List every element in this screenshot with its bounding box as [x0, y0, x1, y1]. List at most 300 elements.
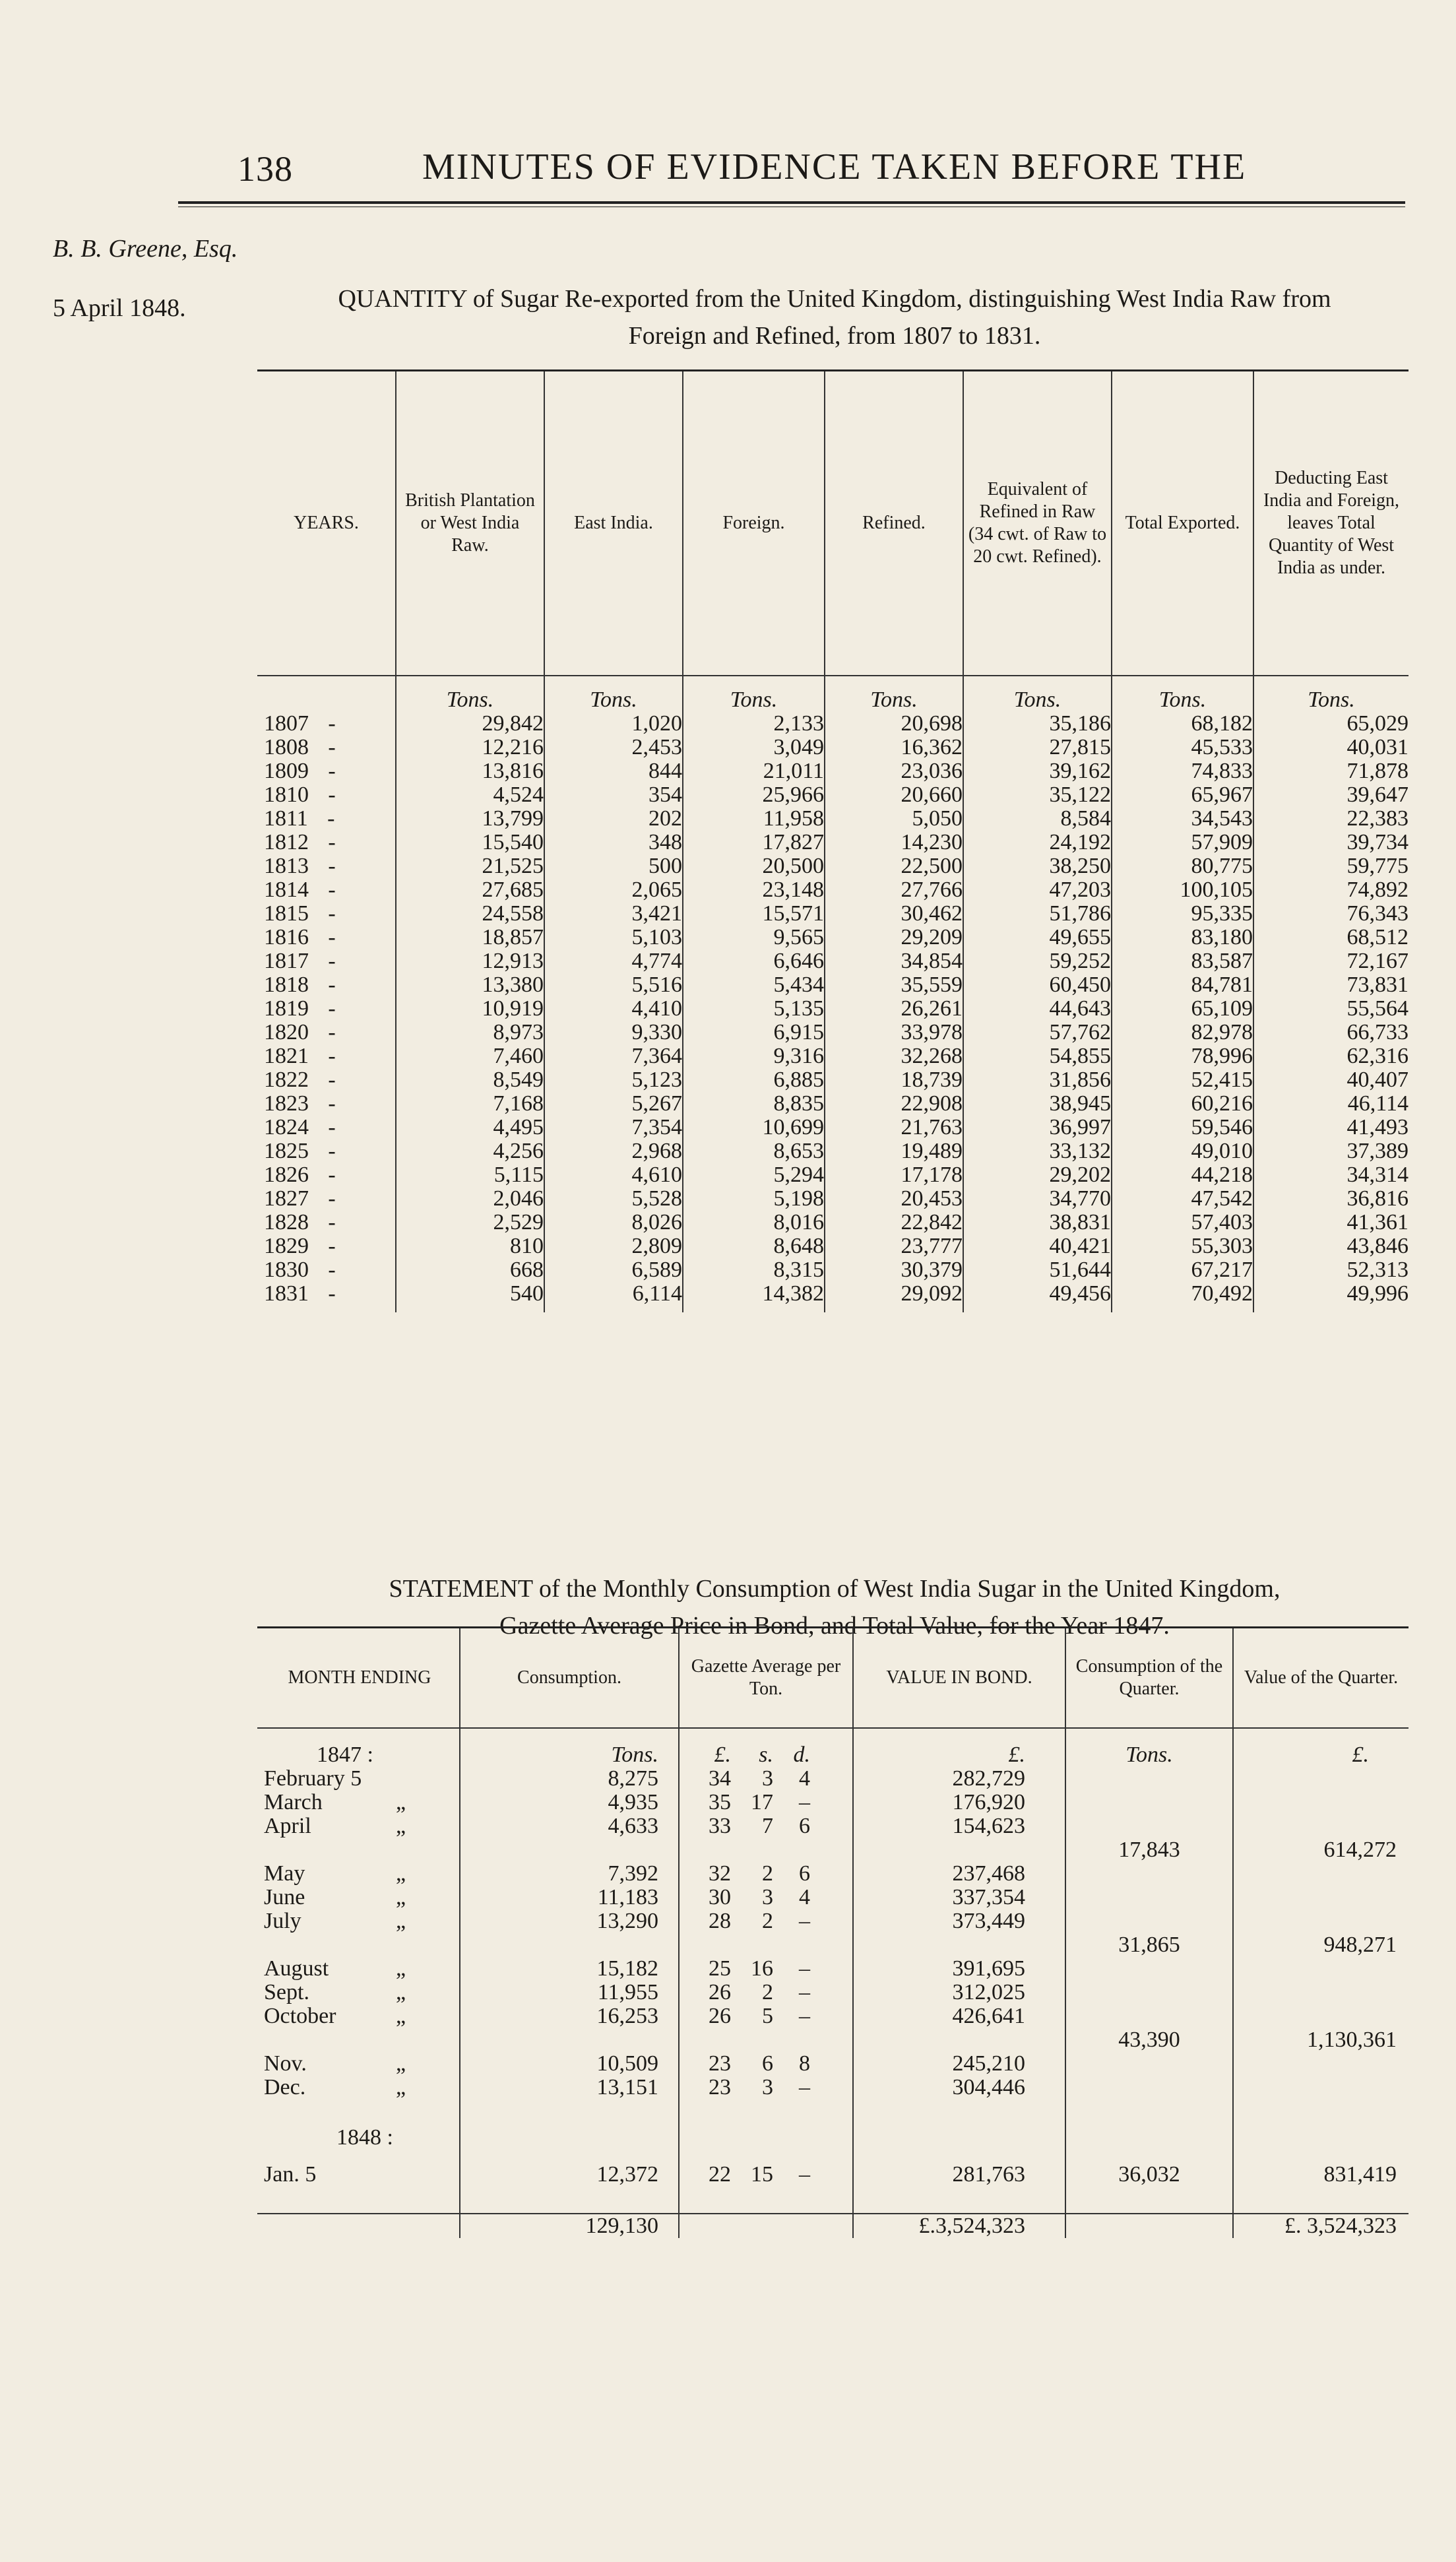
table2-value-quarter-cell [1233, 1981, 1409, 2004]
table1-value-cell: 4,524 [396, 783, 544, 807]
consumption-value: 13,290 [596, 1909, 658, 1933]
table1-value-cell: 36,816 [1253, 1187, 1409, 1211]
table1-year: 1826 [264, 1163, 309, 1187]
table1-value-cell: 5,528 [544, 1187, 683, 1211]
table1-value-cell: 39,734 [1253, 831, 1409, 854]
table1-value-cell: 5,294 [683, 1163, 825, 1187]
table2-gazette-cell [679, 2004, 853, 2028]
table1-value-cell: 18,739 [825, 1068, 963, 1092]
value-in-bond: 373,449 [952, 1909, 1025, 1933]
table2-consumption-cell [460, 2187, 679, 2214]
table1-value-cell: 84,781 [1112, 973, 1253, 997]
table1-value-cell: 95,335 [1112, 902, 1253, 926]
ditto-dash: - [328, 735, 336, 759]
table1-value-cell: 6,646 [683, 949, 825, 973]
pounds: 28 [709, 1909, 731, 1933]
value-in-bond: 304,446 [952, 2075, 1025, 2099]
table2-month-row [257, 1981, 1409, 2004]
table2-consumption-cell [460, 1767, 679, 1791]
table1-year: 1818 [264, 973, 309, 997]
witness-name: B. B. Greene, Esq. [53, 235, 238, 263]
ditto-dash: - [328, 996, 336, 1021]
table1-value-cell: 5,198 [683, 1187, 825, 1211]
table1-value-cell: 33,978 [825, 1021, 963, 1044]
table1-year: 1807 [264, 711, 309, 736]
table2-gazette-cell [679, 2052, 853, 2076]
table2-cons-quarter-cell [1065, 2052, 1233, 2076]
table2-value-quarter-cell [1233, 1957, 1409, 1981]
table2-month-row [257, 1814, 1409, 1838]
table1-value-cell: 23,036 [825, 759, 963, 783]
table2-value-cell [853, 2028, 1065, 2052]
ditto-dash: - [328, 901, 336, 926]
table1-value-cell: 44,218 [1112, 1163, 1253, 1187]
ditto-dash: - [328, 711, 336, 736]
table1-value-cell: 8,835 [683, 1092, 825, 1116]
table1-value-cell: 78,996 [1112, 1044, 1253, 1068]
ditto-dash: - [328, 1068, 336, 1092]
table2-month-cell [257, 2214, 460, 2238]
table1-year-cell [257, 878, 396, 902]
table2-quarter-row [257, 2028, 1409, 2052]
table2-month-cell [257, 1862, 460, 1886]
table1-value-cell: 4,610 [544, 1163, 683, 1187]
table2-month-row [257, 2004, 1409, 2028]
table1-year: 1816 [264, 925, 309, 949]
pounds: 33 [709, 1814, 731, 1838]
table1-value-cell: 16,362 [825, 736, 963, 759]
table2-cons-quarter-cell [1065, 2099, 1233, 2126]
table1-value-cell: 49,456 [963, 1282, 1112, 1312]
table1-year-cell [257, 854, 396, 878]
table1-header-east-india: East India. [544, 371, 683, 676]
table1-value-cell: 5,516 [544, 973, 683, 997]
table1-value-cell: 34,770 [963, 1187, 1112, 1211]
table1-value-cell: 60,216 [1112, 1092, 1253, 1116]
table1-row [257, 1163, 1409, 1187]
month-label: Nov. [264, 2051, 307, 2076]
table1-unit: Tons. [396, 676, 544, 712]
table1-value-cell: 7,460 [396, 1044, 544, 1068]
table2-value-cell [853, 1862, 1065, 1886]
table1-value-cell: 45,533 [1112, 736, 1253, 759]
pounds: 25 [709, 1956, 731, 1981]
table1-year: 1817 [264, 949, 309, 973]
table1-value-cell: 80,775 [1112, 854, 1253, 878]
table1-year-cell [257, 1282, 396, 1312]
table1-value-cell: 38,831 [963, 1211, 1112, 1234]
table2-consumption-cell [460, 2126, 679, 2150]
table1-year: 1809 [264, 759, 309, 783]
table2-month-row [257, 1909, 1409, 1933]
table2-spacer [257, 2099, 1409, 2126]
value-in-bond: 245,210 [952, 2051, 1025, 2076]
year-1847: 1847 : [317, 1743, 373, 1767]
table1-value-cell: 20,500 [683, 854, 825, 878]
table1-value-cell: 68,512 [1253, 926, 1409, 949]
table1-value-cell: 100,105 [1112, 878, 1253, 902]
table1-value-cell: 47,542 [1112, 1187, 1253, 1211]
table1-value-cell: 15,540 [396, 831, 544, 854]
table1-value-cell: 52,415 [1112, 1068, 1253, 1092]
table1-row [257, 807, 1409, 831]
table2-month-cell [257, 1933, 460, 1957]
pence: – [799, 1956, 810, 1981]
pounds: 30 [709, 1885, 731, 1909]
month-label: June [264, 1885, 305, 1909]
table2-gazette-cell [679, 2099, 853, 2126]
table1-row [257, 736, 1409, 759]
table1-value-cell: 24,192 [963, 831, 1112, 854]
table1-value-cell: 8,653 [683, 1139, 825, 1163]
table1-value-cell: 73,831 [1253, 973, 1409, 997]
table1-value-cell: 31,856 [963, 1068, 1112, 1092]
ditto-dash: - [328, 1210, 336, 1234]
table1-unit: Tons. [1253, 676, 1409, 712]
value-in-bond: 281,763 [952, 2162, 1025, 2187]
table1-value-cell: 10,699 [683, 1116, 825, 1139]
pence: 8 [799, 2051, 810, 2076]
table2-value-cell [853, 1791, 1065, 1814]
table1-value-cell: 19,489 [825, 1139, 963, 1163]
ditto-dash: - [328, 878, 336, 902]
pounds: 34 [709, 1766, 731, 1791]
table2-header-consumption: Consumption. [460, 1628, 679, 1729]
month-label: Jan. 5 [264, 2162, 317, 2187]
table1-header-row [257, 371, 1409, 676]
ditto-mark: „ [396, 2051, 406, 2076]
table2-value-quarter-cell [1233, 1886, 1409, 1909]
table1-value-cell: 40,031 [1253, 736, 1409, 759]
table2-gazette-cell [679, 2076, 853, 2099]
table1-value-cell: 1,020 [544, 712, 683, 736]
table2-gazette-cell [679, 1886, 853, 1909]
table1-value-cell: 30,379 [825, 1258, 963, 1282]
table1-year: 1819 [264, 996, 309, 1021]
table1-value-cell: 27,766 [825, 878, 963, 902]
ditto-dash: - [328, 1186, 336, 1211]
value-in-bond: 312,025 [952, 1980, 1025, 2004]
table1-unit: Tons. [825, 676, 963, 712]
table1-value-cell: 12,216 [396, 736, 544, 759]
ditto-dash: - [328, 949, 336, 973]
table1-year: 1827 [264, 1186, 309, 1211]
table1-value-cell: 2,046 [396, 1187, 544, 1211]
table2-consumption-cell [460, 1728, 679, 1767]
table1-value-cell: 8,026 [544, 1211, 683, 1234]
shillings: 3 [762, 2075, 773, 2099]
table1-year-cell [257, 1092, 396, 1116]
table1-value-cell: 29,202 [963, 1163, 1112, 1187]
table2-value-cell [853, 2150, 1065, 2187]
table1-value-cell: 844 [544, 759, 683, 783]
table2-value-quarter-cell [1233, 1728, 1409, 1767]
table2-value-quarter-cell [1233, 2187, 1409, 2214]
table2-consumption-cell [460, 1909, 679, 1933]
table1-row [257, 1211, 1409, 1234]
table1-value-cell: 9,316 [683, 1044, 825, 1068]
consumption-value: 7,392 [608, 1861, 658, 1886]
table1-value-cell: 51,786 [963, 902, 1112, 926]
table2-value-quarter-cell [1233, 2150, 1409, 2187]
table1-value-cell: 2,453 [544, 736, 683, 759]
table2-value-cell [853, 2052, 1065, 2076]
table1-value-cell: 35,559 [825, 973, 963, 997]
value-in-bond: 426,641 [952, 2004, 1025, 2028]
table1-value-cell: 44,643 [963, 997, 1112, 1021]
table2-value-quarter-cell [1233, 1838, 1409, 1862]
pounds: 32 [709, 1861, 731, 1886]
shillings: 17 [751, 1790, 773, 1814]
ditto-dash: - [328, 1044, 336, 1068]
ditto-dash: - [328, 1281, 336, 1306]
table1-row [257, 759, 1409, 783]
table1-value-cell: 34,543 [1112, 807, 1253, 831]
table1-row [257, 1116, 1409, 1139]
table2-quarter-row [257, 1838, 1409, 1862]
table1-value-cell: 54,855 [963, 1044, 1112, 1068]
table2-quarter-row [257, 1933, 1409, 1957]
year-1848: 1848 : [336, 2125, 393, 2150]
shillings: 2 [762, 1909, 773, 1933]
table1-value-cell: 57,403 [1112, 1211, 1253, 1234]
table1-value-cell: 38,945 [963, 1092, 1112, 1116]
month-label: March [264, 1790, 323, 1814]
table1-header-west-india: British Plantation or West India Raw. [396, 371, 544, 676]
consumption-value: 4,935 [608, 1790, 658, 1814]
table2-value-quarter-cell [1233, 1767, 1409, 1791]
ditto-dash: - [328, 1139, 336, 1163]
table2-month-row [257, 2052, 1409, 2076]
table2-month-cell [257, 2004, 460, 2028]
table2-gazette-cell [679, 2187, 853, 2214]
unit-tons: Tons. [1125, 1743, 1173, 1767]
table1-value-cell: 57,762 [963, 1021, 1112, 1044]
ditto-mark: „ [396, 2075, 406, 2099]
table1-unit: Tons. [683, 676, 825, 712]
table1-value-cell: 4,774 [544, 949, 683, 973]
table1-value-cell: 5,115 [396, 1163, 544, 1187]
shillings: s. [759, 1743, 773, 1767]
table1-value-cell: 13,816 [396, 759, 544, 783]
table2-gazette-cell [679, 1909, 853, 1933]
table1-value-cell: 25,966 [683, 783, 825, 807]
value-in-bond: 282,729 [952, 1766, 1025, 1791]
pence: – [799, 2004, 810, 2028]
table1-row [257, 854, 1409, 878]
table1-value-cell: 668 [396, 1258, 544, 1282]
table1-value-cell: 810 [396, 1234, 544, 1258]
table1-value-cell: 46,114 [1253, 1092, 1409, 1116]
table1-value-cell: 34,314 [1253, 1163, 1409, 1187]
shillings: 6 [762, 2051, 773, 2076]
table1-year-cell [257, 1211, 396, 1234]
pence: 4 [799, 1766, 810, 1791]
pounds: 26 [709, 1980, 731, 2004]
table1-value-cell: 59,775 [1253, 854, 1409, 878]
table2-gazette-cell [679, 2150, 853, 2187]
table1-row [257, 1139, 1409, 1163]
table1-year: 1811 [264, 806, 308, 831]
table1-header-equivalent: Equivalent of Refined in Raw (34 cwt. of Raw to 20 cwt. Refined). [963, 371, 1112, 676]
table1-value-cell: 38,250 [963, 854, 1112, 878]
table1-value-cell: 59,252 [963, 949, 1112, 973]
table1-year-cell [257, 807, 396, 831]
table2-consumption-cell [460, 2099, 679, 2126]
table2-gazette-cell [679, 2028, 853, 2052]
table2-consumption-cell [460, 2052, 679, 2076]
ditto-mark: „ [396, 1861, 406, 1886]
month-label: August [264, 1956, 329, 1981]
table1-row [257, 1258, 1409, 1282]
table1-year-cell [257, 902, 396, 926]
table2-cons-quarter-cell [1065, 2126, 1233, 2150]
table1-value-cell: 14,230 [825, 831, 963, 854]
table2-total-row [257, 2214, 1409, 2238]
table1-year-cell [257, 1139, 396, 1163]
table1-year-cell [257, 1258, 396, 1282]
table1-value-cell: 40,407 [1253, 1068, 1409, 1092]
table2-month-cell [257, 2052, 460, 2076]
table1-value-cell: 35,122 [963, 783, 1112, 807]
table1-value-cell: 21,763 [825, 1116, 963, 1139]
table1-caption-line2: Foreign and Refined, from 1807 to 1831. [628, 322, 1041, 350]
table2-month-cell [257, 2076, 460, 2099]
quarter-value: 948,271 [1323, 1933, 1397, 1957]
table1-value-cell: 26,261 [825, 997, 963, 1021]
table1-value-cell: 39,162 [963, 759, 1112, 783]
table1-value-cell: 70,492 [1112, 1282, 1253, 1312]
table1-year: 1822 [264, 1068, 309, 1092]
table1-year: 1829 [264, 1234, 309, 1258]
table1-value-cell: 74,892 [1253, 878, 1409, 902]
table2-value-cell [853, 2187, 1065, 2214]
table2-header-month: MONTH ENDING [257, 1628, 460, 1729]
table2-value-cell [853, 1981, 1065, 2004]
table1-value-cell: 15,571 [683, 902, 825, 926]
table1-value-cell: 67,217 [1112, 1258, 1253, 1282]
table1-value-cell: 21,011 [683, 759, 825, 783]
table1-header-foreign: Foreign. [683, 371, 825, 676]
table1-value-cell: 21,525 [396, 854, 544, 878]
table2-value-quarter-cell [1233, 2052, 1409, 2076]
table1-value-cell: 8,549 [396, 1068, 544, 1092]
table2-month-cell [257, 1838, 460, 1862]
ditto-dash: - [328, 830, 336, 854]
table2-gazette-cell [679, 1791, 853, 1814]
table1-value-cell: 23,148 [683, 878, 825, 902]
table1-year: 1814 [264, 878, 309, 902]
ditto-mark: „ [396, 1790, 406, 1814]
value-in-bond: 237,468 [952, 1861, 1025, 1886]
pence: – [799, 2075, 810, 2099]
month-label: May [264, 1861, 305, 1886]
table1-value-cell: 2,809 [544, 1234, 683, 1258]
table1-value-cell: 32,268 [825, 1044, 963, 1068]
table2-month-cell [257, 1791, 460, 1814]
table1-value-cell: 82,978 [1112, 1021, 1253, 1044]
table2-month-cell [257, 1814, 460, 1838]
table2-month-cell [257, 2150, 460, 2187]
table2-value-quarter-cell [1233, 2214, 1409, 2238]
shillings: 3 [762, 1885, 773, 1909]
table1-value-cell: 3,421 [544, 902, 683, 926]
table2-consumption-cell [460, 2004, 679, 2028]
table1-value-cell: 65,967 [1112, 783, 1253, 807]
table2-value-quarter-cell [1233, 1791, 1409, 1814]
table1-year: 1815 [264, 901, 309, 926]
quarter-consumption: 43,390 [1118, 2028, 1180, 2052]
table2-gazette-cell [679, 1814, 853, 1838]
table1-year-cell [257, 949, 396, 973]
table2-cons-quarter-cell [1065, 2076, 1233, 2099]
table1-value-cell: 7,354 [544, 1116, 683, 1139]
table2-value-cell [853, 1767, 1065, 1791]
consumption-value: 16,253 [596, 2004, 658, 2028]
table1-value-cell: 2,133 [683, 712, 825, 736]
table1-row [257, 1187, 1409, 1211]
table2-consumption-cell [460, 2150, 679, 2187]
sugar-reexport-table [257, 369, 1409, 1312]
month-label: April [264, 1814, 311, 1838]
table2-header-row [257, 1628, 1409, 1729]
table1-year: 1810 [264, 783, 309, 807]
table2-cons-quarter-cell [1065, 2004, 1233, 2028]
table1-value-cell: 55,564 [1253, 997, 1409, 1021]
ditto-mark: „ [396, 1814, 406, 1838]
table1-value-cell: 60,450 [963, 973, 1112, 997]
table2-cons-quarter-cell [1065, 1814, 1233, 1838]
pounds: 23 [709, 2051, 731, 2076]
table1-value-cell: 74,833 [1112, 759, 1253, 783]
table2-value-cell [853, 1838, 1065, 1862]
table2-value-cell [853, 1886, 1065, 1909]
table1-year: 1821 [264, 1044, 309, 1068]
table2-value-cell [853, 1909, 1065, 1933]
table1-value-cell: 49,996 [1253, 1282, 1409, 1312]
table2-gazette-cell [679, 2126, 853, 2150]
table1-value-cell: 348 [544, 831, 683, 854]
table2-value-cell [853, 2214, 1065, 2238]
table2-gazette-cell [679, 1767, 853, 1791]
ditto-mark: „ [396, 1980, 406, 2004]
pounds: 35 [709, 1790, 731, 1814]
table1-row [257, 831, 1409, 854]
table1-value-cell: 13,799 [396, 807, 544, 831]
shillings: 3 [762, 1766, 773, 1791]
value-in-bond: 154,623 [952, 1814, 1025, 1838]
table2-value-quarter-cell [1233, 2126, 1409, 2150]
consumption-value: 11,955 [597, 1980, 658, 2004]
consumption-value: 12,372 [596, 2162, 658, 2187]
table1-row [257, 1044, 1409, 1068]
table2-consumption-cell [460, 1957, 679, 1981]
ditto-dash: - [327, 806, 335, 831]
ditto-dash: - [328, 925, 336, 949]
table1-value-cell: 29,842 [396, 712, 544, 736]
table1-row [257, 1282, 1409, 1312]
table1-value-cell: 18,857 [396, 926, 544, 949]
table2-consumption-cell [460, 1814, 679, 1838]
table2-value-cell [853, 1933, 1065, 1957]
table1-value-cell: 10,919 [396, 997, 544, 1021]
table2-cons-quarter-cell [1065, 1957, 1233, 1981]
table1-value-cell: 8,016 [683, 1211, 825, 1234]
table1-year-cell [257, 997, 396, 1021]
table2-consumption-cell [460, 2076, 679, 2099]
table1-year-cell [257, 1068, 396, 1092]
table1-year-cell [257, 1044, 396, 1068]
